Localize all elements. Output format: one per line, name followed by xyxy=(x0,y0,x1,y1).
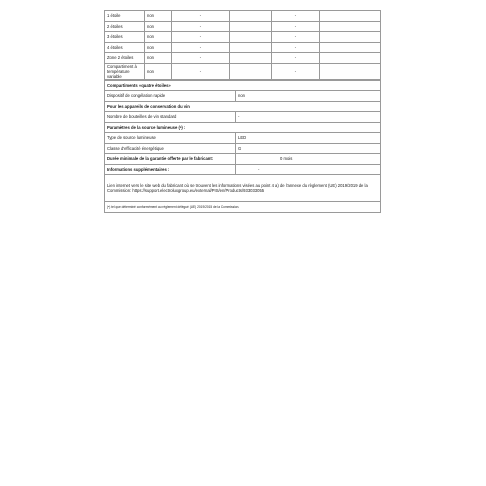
compartment-cell: - xyxy=(272,42,320,53)
compartment-name: 2 étoiles xyxy=(105,21,145,32)
four-star-heading: Compartiments «quatre étoiles» xyxy=(105,80,381,91)
table-row xyxy=(105,53,381,64)
additional-dash: - xyxy=(236,164,381,175)
wine-bottles-label: Nombre de bouteilles de vin standard xyxy=(105,112,236,123)
compartment-cell xyxy=(320,63,381,79)
warranty-value: 0 mois xyxy=(236,154,381,165)
compartment-cell: non xyxy=(145,21,172,32)
wine-bottles-value: - xyxy=(236,112,381,123)
compartment-name: Zone 2 étoiles xyxy=(105,53,145,64)
four-star-section xyxy=(104,80,381,214)
compartment-cell: non xyxy=(145,32,172,43)
compartment-cell: - xyxy=(172,42,230,53)
additional-text: Lien internet vers le site web du fabricant où se trouvent les informations visées au point 4 a) de l'annexe du règlement (UE) 2019/2019 de la Commission: https://support.electroluxgroup.eu/external/PIS/en/Products/933033055 xyxy=(105,175,381,202)
compartment-name: 3 étoiles xyxy=(105,32,145,43)
compartment-cell: non xyxy=(145,11,172,22)
warranty-label: Durée minimale de la garantie offerte par le fabricant: xyxy=(105,154,236,165)
light-type-value: LED xyxy=(236,133,381,144)
compartment-cell xyxy=(230,32,272,43)
compartment-name: 4 étoiles xyxy=(105,42,145,53)
compartment-cell: - xyxy=(272,32,320,43)
compartment-cell: non xyxy=(145,42,172,53)
compartment-cell xyxy=(230,42,272,53)
rapid-freeze-label: Dispositif de congélation rapide xyxy=(105,91,236,102)
table-row xyxy=(105,11,381,22)
table-row xyxy=(105,32,381,43)
compartment-cell xyxy=(320,11,381,22)
light-source-heading: Paramètres de la source lumineuse (ᵃ) : xyxy=(105,122,381,133)
rapid-freeze-value: non xyxy=(236,91,381,102)
light-class-label: Classe d'efficacité énergétique xyxy=(105,143,236,154)
compartment-cell xyxy=(320,42,381,53)
compartment-cell xyxy=(230,63,272,79)
wine-heading: Pour les appareils de conservation du vin xyxy=(105,101,381,112)
compartment-cell: - xyxy=(272,11,320,22)
footnote: (ᵃ) tel que déterminé conformément au règlement délégué (UE) 2019/2015 de la Commission. xyxy=(105,202,381,213)
additional-heading: Informations supplémentaires : xyxy=(105,164,236,175)
compartment-cell: - xyxy=(272,53,320,64)
compartment-cell: - xyxy=(172,53,230,64)
light-type-label: Type de source lumineuse xyxy=(105,133,236,144)
compartment-cell xyxy=(230,11,272,22)
compartment-name: 1 étoile xyxy=(105,11,145,22)
table-row xyxy=(105,63,381,79)
table-row xyxy=(105,21,381,32)
compartment-cell xyxy=(230,53,272,64)
compartment-cell xyxy=(320,21,381,32)
compartment-cell: non xyxy=(145,53,172,64)
compartment-cell: - xyxy=(172,21,230,32)
compartments-table xyxy=(104,10,381,80)
light-class-value: G xyxy=(236,143,381,154)
table-row xyxy=(105,42,381,53)
compartment-cell: - xyxy=(172,11,230,22)
compartment-cell: - xyxy=(172,32,230,43)
compartment-name: Compartiment à température variable xyxy=(105,63,145,79)
compartment-cell: - xyxy=(172,63,230,79)
compartment-cell: non xyxy=(145,63,172,79)
compartment-cell xyxy=(320,32,381,43)
compartment-cell xyxy=(230,21,272,32)
compartment-cell xyxy=(320,53,381,64)
compartment-cell: - xyxy=(272,63,320,79)
product-information-sheet xyxy=(104,10,380,213)
compartment-cell: - xyxy=(272,21,320,32)
